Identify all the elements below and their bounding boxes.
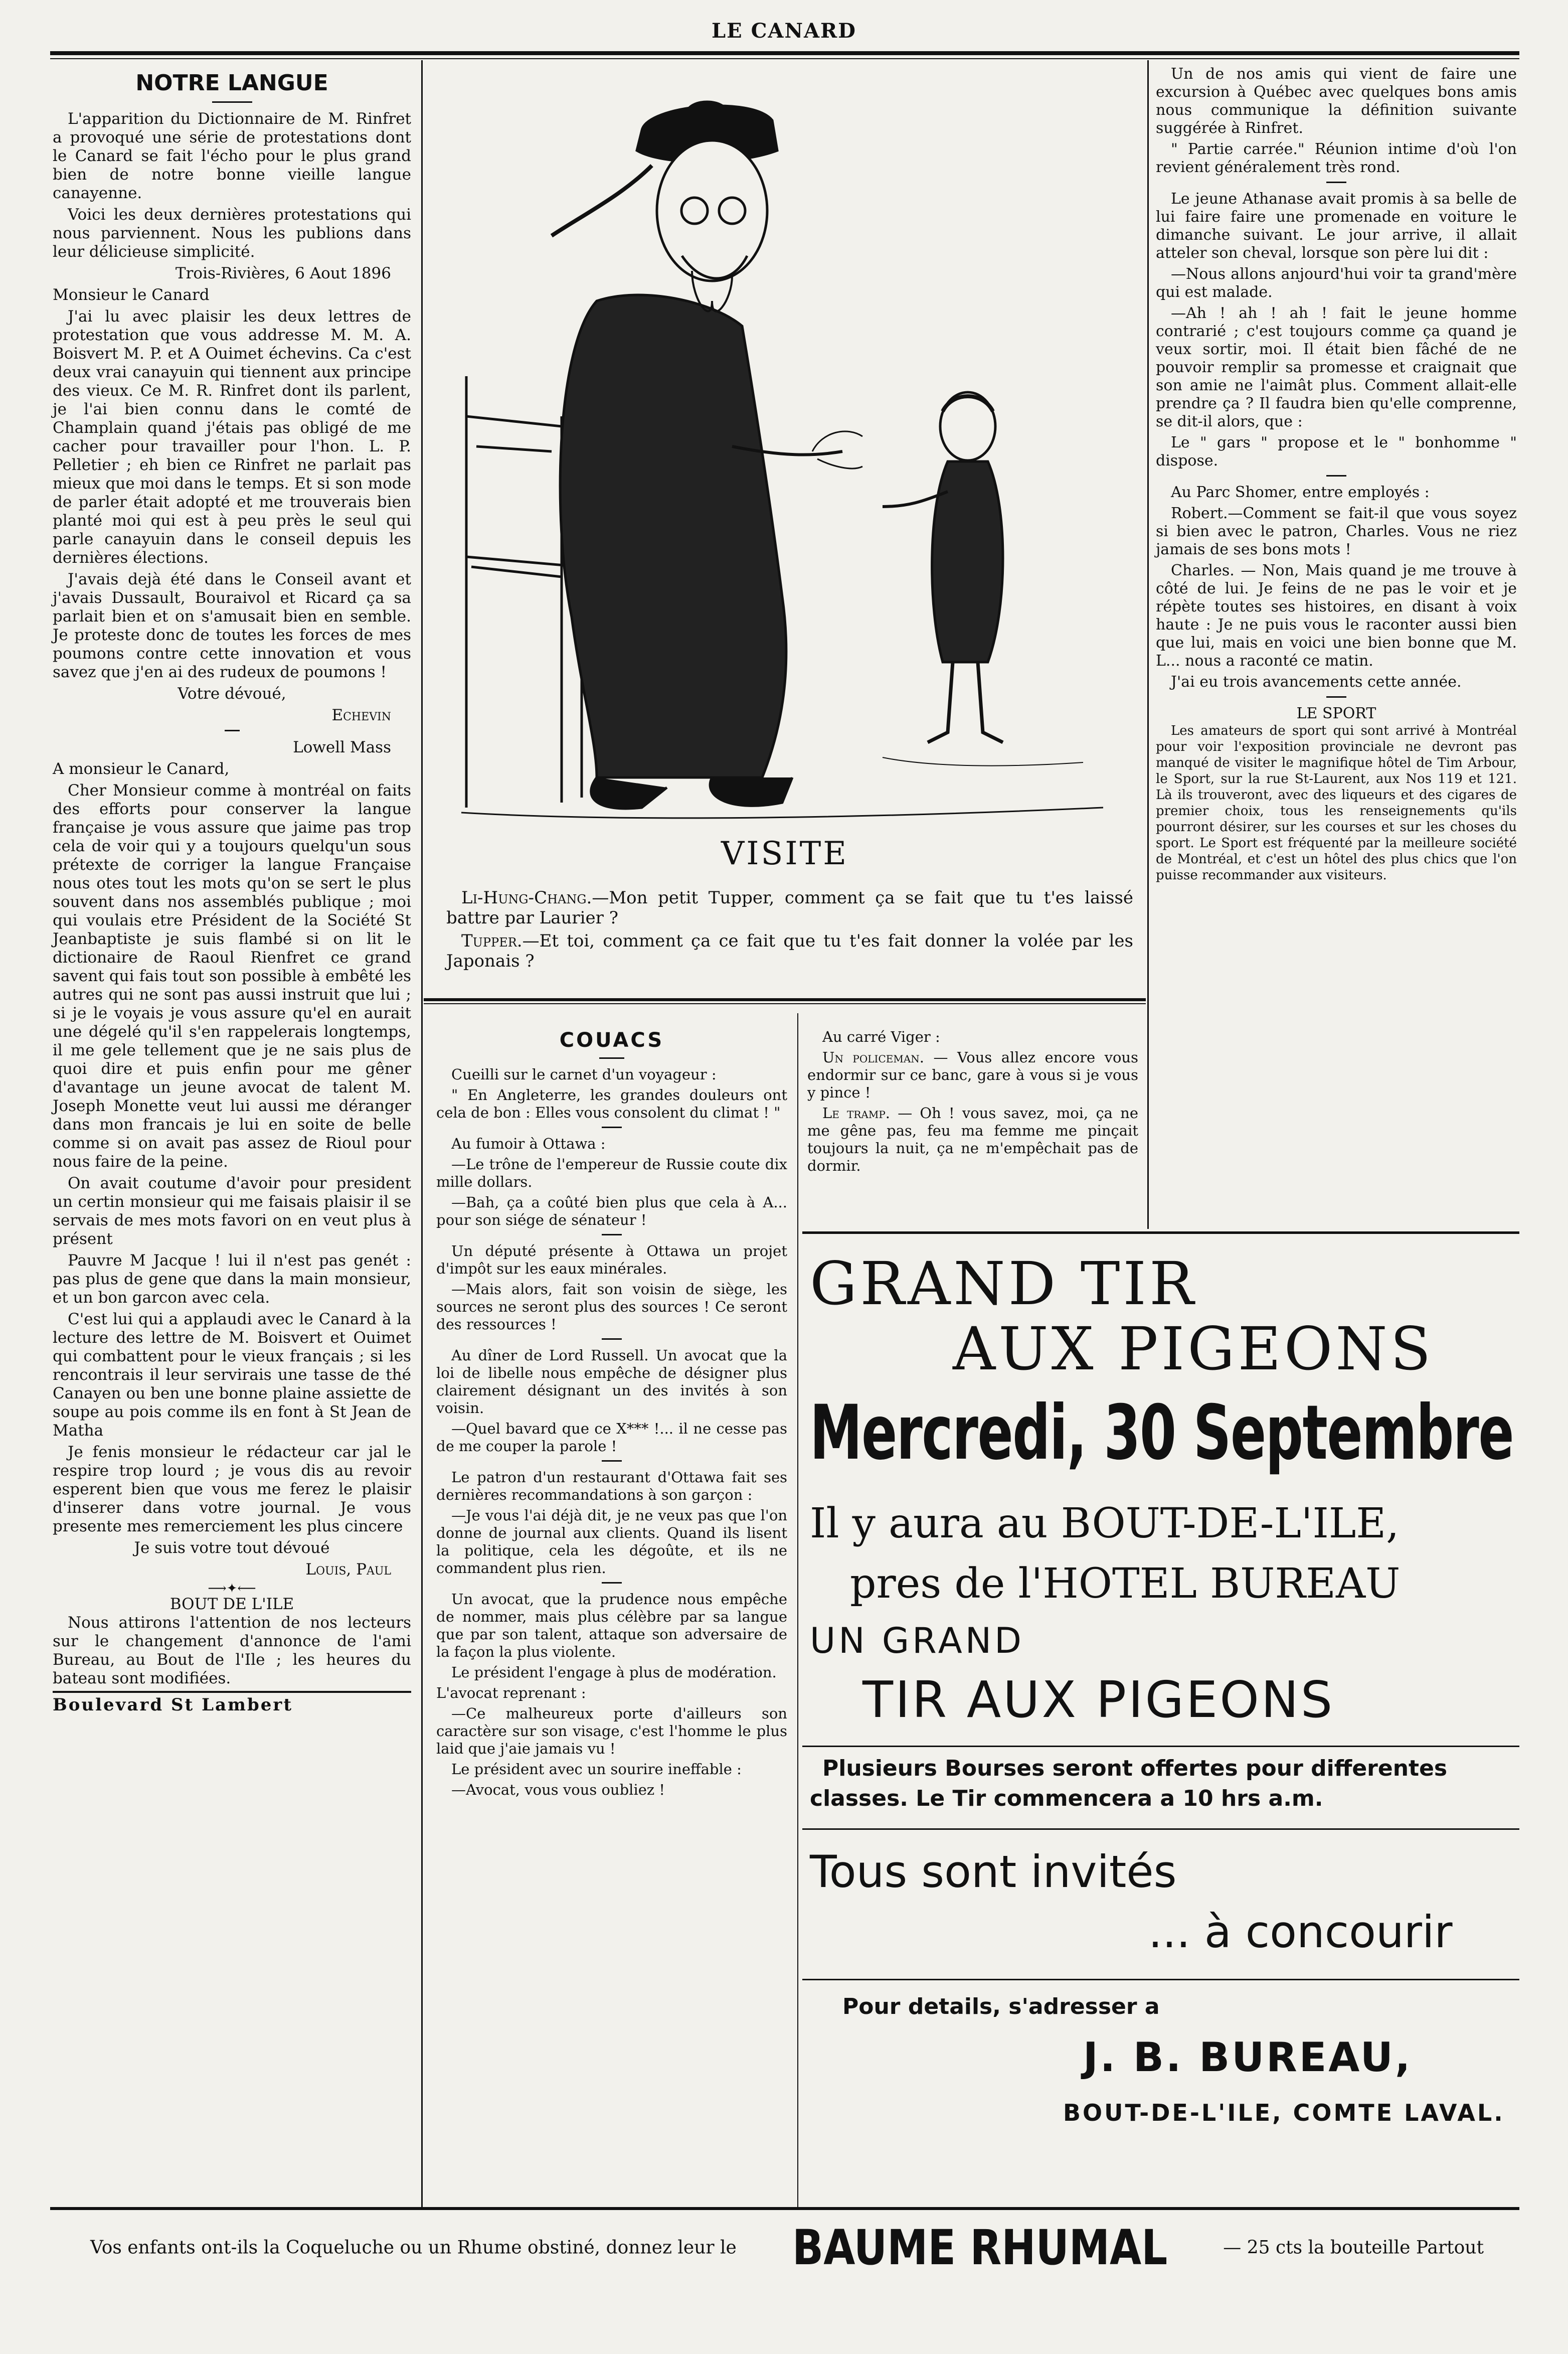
letter-closing: Je suis votre tout dévoué (134, 1539, 330, 1557)
paragraph: L'avocat reprenant : (436, 1684, 586, 1701)
ad-text: pres de l'HOTEL BUREAU (850, 1560, 1401, 1608)
ad-text: Pour details, s'adresser a (842, 1994, 1160, 2019)
paragraph: J'ai lu avec plaisir les deux lettres de protestation que vous addresse M. M. A. Boisvert M. P. et A Ouimet échevins. Ca c'est deux vrai canayuin qui tiennent aux principe des vieux. Ce M. R. Rinfret dont ils parlent, je l'ai bien connu dans le comté de Champlain quand j'étais pas obligé de me cacher pour travailler pour l'hon. L. P. Pelletier ; eh bien ce Rinfret ne parlait pas mieux que moi dans le temps. Et si son mode de parler était adopté et me trouverais bien planté moi qui est à peu près le seul qui parle canayuin dans le conseil depuis les dernières élections. (53, 307, 411, 567)
paragraph: Charles. — Non, Mais quand je me trouve à côté de lui. Je feins de ne pas le voir et je répète toutes ses histoires, en disant à voix haute : Je ne puis vous le raconter aussi bien que lui, mais en voici une bien bonne que M. L... nous a raconté ce matin. (1156, 562, 1517, 670)
paragraph: —Ce malheureux porte d'ailleurs son caractère sur son visage, c'est l'homme le plus laid que j'aie jamais vu ! (436, 1705, 787, 1757)
speaker-name: Le tramp. (822, 1105, 891, 1122)
ad-date: Mercredi, 30 Septembre (810, 1389, 1514, 1477)
section-title: LE SPORT (1296, 705, 1376, 722)
ad-text: Tous sont invités (810, 1846, 1177, 1898)
paragraph: Au Parc Shomer, entre employés : (1171, 484, 1430, 501)
paragraph: Au dîner de Lord Russell. Un avocat que la loi de libelle nous empêche de désigner plus clairement désignant un des invités à son voisin. (436, 1347, 787, 1417)
separator (602, 1460, 622, 1462)
paragraph: —Nous allons anjourd'hui voir ta grand'mère qui est malade. (1156, 265, 1517, 301)
ad-rule (802, 1979, 1519, 1980)
separator (599, 1057, 624, 1059)
letter-dateline: Trois-Rivières, 6 Aout 1896 (175, 264, 391, 282)
column-carre-viger (807, 1028, 1138, 1178)
column-rule (421, 60, 423, 2207)
paragraph: Pauvre M Jacque ! lui il n'est pas genét : pas plus de gene que dans la main monsieur, et un bon garcon avec cela. (53, 1251, 411, 1307)
paragraph: Je fenis monsieur le rédacteur car jal le respire trop lourd ; je vous dis au revoir esperent bien que vous me ferez le plaisir d'inserer dans votre journal. Je vous presente mes remerciement les plus cincere (53, 1443, 411, 1535)
section-rule (424, 998, 1146, 1001)
ad-text: classes. Le Tir commencera a 10 hrs a.m. (810, 1786, 1323, 1811)
separator (212, 101, 252, 103)
ad-text: J. B. BUREAU, (1083, 2034, 1413, 2081)
speaker-name: Tupper. (461, 931, 522, 951)
cartoon-illustration (431, 65, 1133, 833)
speaker-line: — Oh ! vous savez, moi, ça ne me gêne pas, feu ma femme me pinçait toujours la nuit, ça ne m'empêchait pas de dormir. (807, 1105, 1138, 1174)
paragraph: Le " gars " propose et le " bonhomme " dispose. (1156, 434, 1517, 469)
letter-closing: Votre dévoué, (178, 685, 286, 703)
paragraph: J'ai eu trois avancements cette année. (1171, 673, 1462, 691)
paragraph: L'apparition du Dictionnaire de M. Rinfret a provoqué une série de protestations dont le Canard se fait l'écho pour le plus grand bien de notre bonne vieille langue canayenne. (53, 110, 411, 202)
paragraph: Cueilli sur le carnet d'un voyageur : (451, 1066, 717, 1083)
paragraph: On avait coutume d'avoir pour president un certin monsieur qui me faisais plaisir il se servais de mes mots favori on en veut plus à présent (53, 1174, 411, 1248)
ad-rule (802, 1231, 1519, 1234)
section-title: COUACS (559, 1029, 664, 1052)
footer-text: Vos enfants ont-ils la Coqueluche ou un Rhume obstiné, donnez leur le (90, 2237, 737, 2258)
paragraph: C'est lui qui a applaudi avec le Canard à la lecture des lettre de M. Boisvert et Ouimet qui combattent pour le vieux français ; si les rencontrais il leur servirais une tasse de thé Canayen ou ben une bonne plaine assiette de soupe au pois comme ils en font à St Jean de Matha (53, 1310, 411, 1440)
paragraph: Au fumoir à Ottawa : (451, 1135, 606, 1152)
ad-text: Plusieurs Bourses seront offertes pour differentes (822, 1756, 1448, 1781)
ad-heading: GRAND TIR (810, 1249, 1197, 1318)
masthead-rule (50, 51, 1519, 55)
rule (53, 1691, 411, 1693)
separator (1326, 182, 1346, 183)
caption-line (446, 888, 1133, 928)
footer-rule (50, 2207, 1519, 2210)
cartoon-caption (446, 888, 1133, 974)
paragraph: —Ah ! ah ! ah ! fait le jeune homme contrarié ; c'est toujours comme ça quand je veux sortir, moi. Il était bien fâché de ne pouvoir remplir sa promesse et craignait que son amie ne l'aimât plus. Comment allait-elle prendre ça ? Il faudra bien qu'elle comprenne, se dit-il alors, que : (1156, 304, 1517, 430)
ad-text: ... à concourir (1148, 1906, 1453, 1958)
cartoon-drawing (431, 65, 1133, 833)
separator (602, 1338, 622, 1340)
paragraph (807, 1049, 1138, 1102)
section-rule-thin (424, 1003, 1146, 1004)
column-right (1156, 65, 1517, 886)
paragraph: —Je vous l'ai déjà dit, je ne veux pas que l'on donne de journal aux clients. Quand ils lisent la politique, cela les dégoûte, et ils ne commandent plus rien. (436, 1507, 787, 1577)
section-title: Au carré Viger : (822, 1028, 940, 1045)
article-title: NOTRE LANGUE (135, 70, 328, 96)
separator (225, 730, 240, 731)
letter-signature: Echevin (331, 706, 391, 724)
caption-line (446, 931, 1133, 971)
separator (602, 1582, 622, 1584)
paragraph: " Partie carrée." Réunion intime d'où l'on revient généralement très rond. (1156, 140, 1517, 176)
letter-salutation: Monsieur le Canard (53, 286, 210, 304)
paragraph: Un avocat, que la prudence nous empêche de nommer, mais plus célèbre par sa langue que par son talent, attaque son adversaire de la façon la plus violente. (436, 1591, 787, 1660)
speaker-name: Un policeman. (822, 1049, 925, 1066)
paragraph: Le président avec un sourire ineffable : (451, 1761, 742, 1778)
paragraph: Le président l'engage à plus de modération. (451, 1664, 777, 1681)
masthead-rule-thin (50, 58, 1519, 59)
column-rule (797, 1013, 798, 2207)
section-title: BOUT DE L'ILE (169, 1595, 294, 1613)
ad-rule (802, 1746, 1519, 1747)
letter-place: Lowell Mass (293, 738, 391, 756)
paragraph: Le jeune Athanase avait promis à sa belle de lui faire faire une promenade en voiture le dimanche suivant. Le jour arrive, il allait atteler son cheval, lorsque son père lui dit : (1156, 190, 1517, 262)
paragraph: —Le trône de l'empereur de Russie coute dix mille dollars. (436, 1156, 787, 1190)
ornament-divider: ⟶✦⟵ (208, 1581, 256, 1596)
paragraph: Robert.—Comment se fait-il que vous soyez si bien avec le patron, Charles. Vous ne riez jamais de ses bons mots ! (1156, 505, 1517, 558)
paragraph: Voici les deux dernières protestations qui nous parviennent. Nous les publions dans leur délicieuse simplicité. (53, 206, 411, 261)
letter-salutation: A monsieur le Canard, (53, 760, 230, 778)
paragraph: Cher Monsieur comme à montréal on faits des efforts pour conserver la langue française je vous assure que jaime pas trop cela de voir qui y a toujours quelqu'un sous prétexte de corriger la langue Française nous otes tout les mots qu'on se sert le plus souvent dans nos assemblés publique ; moi qui voulais etre Président de la Société St Jeanbaptiste je suis flambé si on lit le dictionaire de Raoul Rienfret ce grand savent qui fais tout son possible à embêté les autres qui ne sont pas aussi instruit que lui ; si je le voyais je vous assure qu'el en aurait une dégelé qu'il s'en rappelerais longtemps, il me gele tellement que je ne sais plus de quoi dire et puis enfin pour me gêner d'avantage un jeune avocat de talent M. Joseph Monette veut lui aussi me déranger dans mon francais je lui en soite de belle comme si on avait pas assez de Rioul pour nous faire de la peine. (53, 781, 411, 1171)
speaker-line: —Et toi, comment ça ce fait que tu t'es fait donner la volée par les Japonais ? (446, 931, 1133, 971)
footer-ad (90, 2220, 1494, 2276)
paragraph: —Bah, ça a coûté bien plus que cela à A... pour son siége de sénateur ! (436, 1194, 787, 1228)
ad-heading: AUX PIGEONS (953, 1314, 1434, 1383)
ad-text: BOUT-DE-L'ILE, COMTE LAVAL. (1063, 2099, 1505, 2126)
ad-heading: TIR AUX PIGEONS (862, 1670, 1335, 1729)
footer-brand: BAUME RHUMAL (792, 2220, 1168, 2276)
separator (602, 1234, 622, 1235)
separator (602, 1127, 622, 1128)
ad-text: UN GRAND (810, 1620, 1025, 1661)
paragraph (807, 1105, 1138, 1175)
boulevard-banner: Boulevard St Lambert (53, 1695, 293, 1715)
paragraph: —Quel bavard que ce X*** !... il ne cesse pas de me couper la parole ! (436, 1420, 787, 1455)
speaker-line: — Vous allez encore vous endormir sur ce banc, gare à vous si je vous y pince ! (807, 1049, 1138, 1101)
paragraph: Le patron d'un restaurant d'Ottawa fait ses dernières recommandations à son garçon : (436, 1469, 787, 1503)
column-couacs (436, 1028, 787, 1802)
paragraph: —Avocat, vous vous oubliez ! (451, 1781, 665, 1798)
separator (1326, 475, 1346, 477)
speaker-name: Li-Hung-Chang. (461, 888, 592, 908)
speaker-line: —Mon petit Tupper, comment ça se fait que tu t'es laissé battre par Laurier ? (446, 888, 1133, 928)
paragraph: Un député présente à Ottawa un projet d'impôt sur les eaux minérales. (436, 1242, 787, 1277)
cartoon-title: VISITE (721, 835, 849, 872)
paragraph: —Mais alors, fait son voisin de siège, les sources ne seront plus des sources ! Ce seront des ressources ! (436, 1281, 787, 1333)
paragraph: Un de nos amis qui vient de faire une excursion à Québec avec quelques bons amis nous communique la définition suivante suggérée à Rinfret. (1156, 65, 1517, 137)
ad-text: Il y aura au BOUT-DE-L'ILE, (810, 1500, 1400, 1547)
advertisement (802, 1231, 1519, 2205)
column-rule (1147, 60, 1149, 1229)
paragraph: Les amateurs de sport qui sont arrivé à Montréal pour voir l'exposition provinciale ne devront pas manqué de visiter le magnifique hôtel de Tim Arbour, le Sport, sur la rue St-Laurent, aux Nos 119 et 121. Là ils trouveront, avec des liqueurs et des cigares de premier choix, tous les renseignements qu'ils pourront désirer, sur les courses et sur les choses du sport. Le Sport est fréquenté par la meilleure société de Montréal, et c'est un hôtel des plus chics que l'on puisse recommander aux visiteurs. (1156, 723, 1517, 883)
paragraph: Nous attirons l'attention de nos lecteurs sur le changement d'annonce de l'ami Bureau, au Bout de l'Ile ; les heures du bateau sont modifiées. (53, 1614, 411, 1687)
column-notre-langue (53, 70, 411, 1714)
paragraph: " En Angleterre, les grandes douleurs ont cela de bon : Elles vous consolent du climat ! " (436, 1086, 787, 1121)
paragraph: J'avais dejà été dans le Conseil avant et j'avais Dussault, Bouraivol et Ricard ça sa parlait bien et on s'amusait bien en semble. Je proteste donc de toutes les forces de mes poumons contre cette innovation et vous savez que j'en ai des rudeux de poumons ! (53, 570, 411, 681)
letter-signature: Louis, Paul (305, 1560, 391, 1579)
footer-text: — 25 cts la bouteille Partout (1223, 2237, 1484, 2258)
masthead: LE CANARD (712, 19, 856, 43)
ad-rule (802, 1828, 1519, 1830)
separator (1326, 696, 1346, 698)
